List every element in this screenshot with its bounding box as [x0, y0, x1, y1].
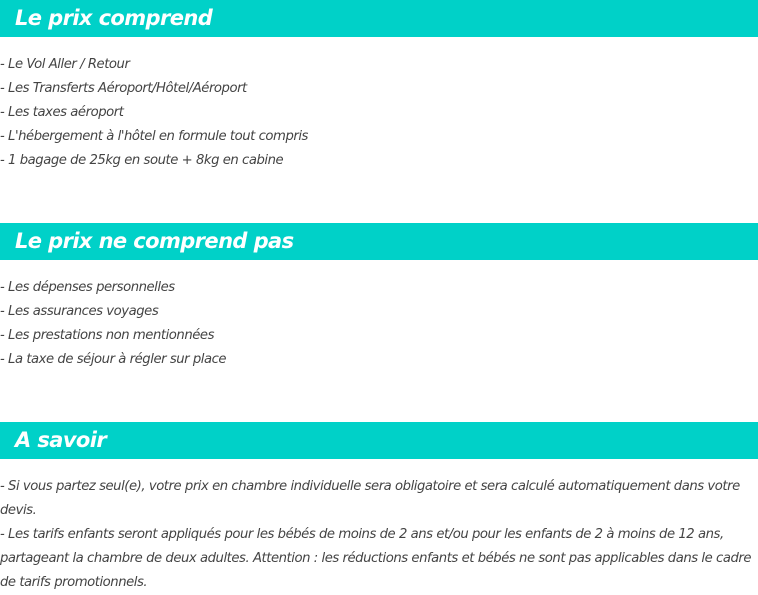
list-item: - L'hébergement à l'hôtel en formule tout compris — [0, 129, 308, 144]
section-header-good-to-know — [0, 422, 758, 459]
list-item: - 1 bagage de 25kg en soute + 8kg en cabine — [0, 153, 284, 168]
section-title: Le prix comprend — [15, 6, 213, 30]
list-item: - Les assurances voyages — [0, 304, 159, 319]
list-item: - La taxe de séjour à régler sur place — [0, 352, 227, 367]
info-paragraph-single-traveler: - Si vous partez seul(e), votre prix en chambre individuelle sera obligatoire et sera calculé automatiquement dans votre devis. — [0, 479, 740, 518]
section-header-included — [0, 0, 758, 37]
included-list — [0, 53, 758, 173]
list-item: - Les taxes aéroport — [0, 105, 124, 120]
section-header-not-included — [0, 223, 758, 260]
info-paragraph-child-rates: - Les tarifs enfants seront appliqués pour les bébés de moins de 2 ans et/ou pour les enfants de 2 à moins de 12 ans, partageant la chambre de deux adultes. Attention : les réductions enfants et bébés ne sont pas applicables dans le cadre de tarifs promotionnels. — [0, 527, 752, 590]
list-item: - Le Vol Aller / Retour — [0, 57, 130, 72]
section-title: Le prix ne comprend pas — [15, 229, 294, 253]
list-item: - Les prestations non mentionnées — [0, 328, 214, 343]
section-title: A savoir — [15, 428, 107, 452]
good-to-know-text — [0, 475, 752, 595]
list-item: - Les dépenses personnelles — [0, 280, 175, 295]
not-included-list — [0, 276, 758, 372]
list-item: - Les Transferts Aéroport/Hôtel/Aéroport — [0, 81, 247, 96]
